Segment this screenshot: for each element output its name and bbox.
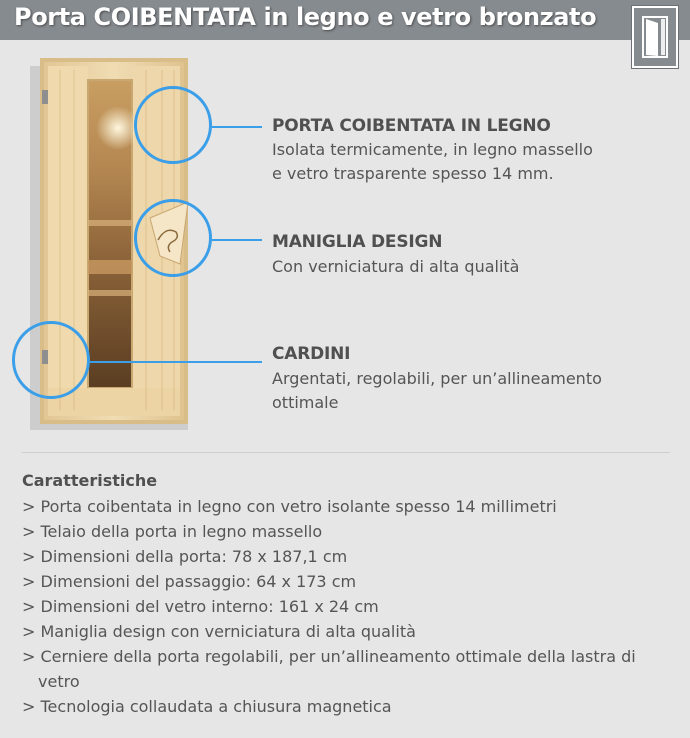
feature-item: > Dimensioni del passaggio: 64 x 173 cm <box>22 572 357 591</box>
callout-desc-door <box>272 138 672 186</box>
door-open-icon <box>632 6 678 68</box>
features-heading: Caratteristiche <box>22 471 158 490</box>
features-list <box>22 494 662 719</box>
callout-desc-line: ottimale <box>272 393 339 412</box>
callout-connector-handle <box>212 239 262 241</box>
feature-item: > Dimensioni della porta: 78 x 187,1 cm <box>22 547 348 566</box>
feature-item: > Tecnologia collaudata a chiusura magnetica <box>22 697 392 716</box>
callout-title-hinges: CARDINI <box>272 344 351 364</box>
callout-desc-line: e vetro trasparente spesso 14 mm. <box>272 164 554 183</box>
callout-title-door: PORTA COIBENTATA IN LEGNO <box>272 116 551 136</box>
callout-desc-hinges <box>272 367 672 415</box>
callout-circle-handle <box>134 199 212 277</box>
page-header <box>0 0 690 40</box>
callout-circle-door <box>134 86 212 164</box>
callout-title-handle: MANIGLIA DESIGN <box>272 232 443 252</box>
callout-desc-line: Isolata termicamente, in legno massello <box>272 140 593 159</box>
feature-item: > Porta coibentata in legno con vetro isolante spesso 14 millimetri <box>22 497 557 516</box>
feature-item: > Dimensioni del vetro interno: 161 x 24 cm <box>22 597 379 616</box>
feature-item: > Telaio della porta in legno massello <box>22 522 323 541</box>
feature-item: > Maniglia design con verniciatura di alta qualità <box>22 622 416 641</box>
section-divider <box>22 452 670 453</box>
callout-desc-handle <box>272 255 672 279</box>
callout-connector-door <box>212 126 262 128</box>
page-title: Porta COIBENTATA in legno e vetro bronzato <box>14 3 597 31</box>
feature-item: > Cerniere della porta regolabili, per un’allineamento ottimale della lastra di vetro <box>22 647 636 691</box>
callout-desc-line: Con verniciatura di alta qualità <box>272 257 520 276</box>
callout-connector-hinges <box>90 361 262 363</box>
callout-desc-line: Argentati, regolabili, per un’allineamento <box>272 369 602 388</box>
callout-circle-hinges <box>12 321 90 399</box>
